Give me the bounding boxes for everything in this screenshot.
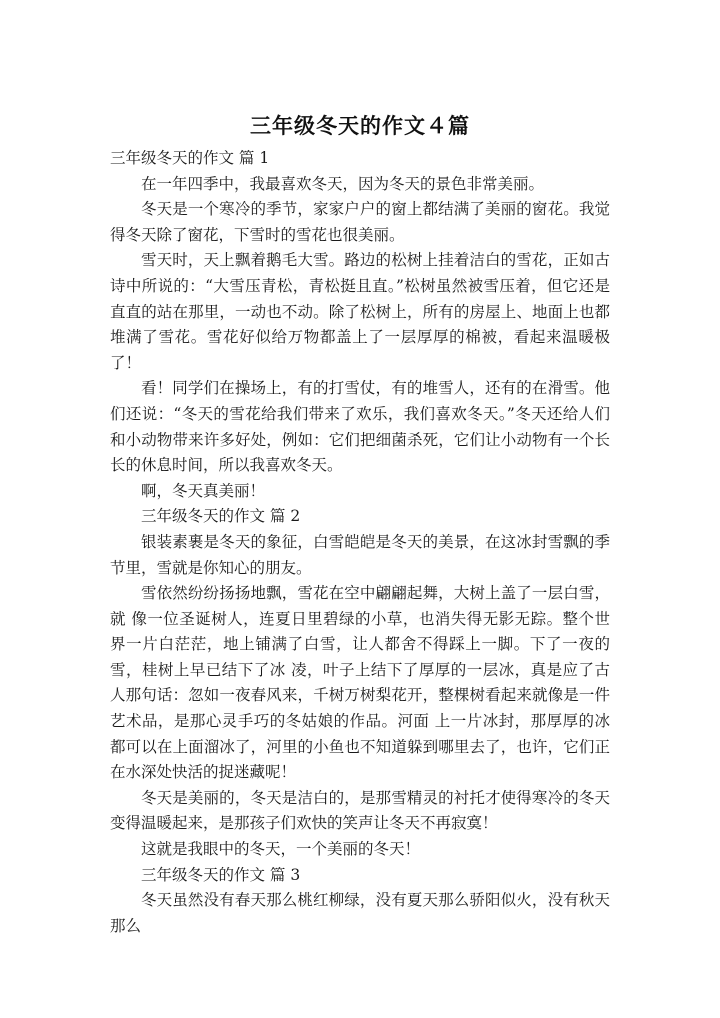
section-heading-1: 三年级冬天的作文 篇 1	[110, 149, 270, 167]
section-heading-2: 三年级冬天的作文 篇 2	[141, 507, 301, 526]
paragraph: 雪依然纷纷扬扬地飘，雪花在空中翩翩起舞，大树上盖了一层白雪，就 像一位圣诞树人，连夏日里碧绿的小草，也消失得无影无踪。整个世界一片白茫茫，地上铺满了白雪，让人都舍不得踩上一脚。下了一夜的雪，桂树上早已结下了冰 凌，叶子上结下了厚厚的一层冰，真是应了古人那句话：忽如一夜春风来，千树万树梨花开，整棵树看起来就像是一件艺术品，是那心灵手巧的冬姑娘的作品。河面 上一片冰封，那厚厚的冰都可以在上面溜冰了，河里的小鱼也不知道躲到哪里去了，也许，它们正在水深处快活的捉迷藏呢！	[110, 584, 610, 782]
paragraph: 在一年四季中，我最喜欢冬天，因为冬天的景色非常美丽。	[141, 174, 545, 193]
paragraph: 雪天时，天上飘着鹅毛大雪。路边的松树上挂着洁白的雪花，正如古诗中所说的：“大雪压青松，青松挺且直。”松树虽然被雪压着，但它还是直直的站在那里，一动也不动。除了松树上，所有的房屋上、地面上也都堆满了雪花。雪花好似给万物都盖上了一层厚厚的棉被，看起来温暖极了！	[110, 251, 610, 372]
document-title: 三年级冬天的作文４篇	[250, 114, 470, 138]
paragraph: 这就是我眼中的冬天，一个美丽的冬天！	[141, 840, 421, 859]
paragraph: 啊，冬天真美丽！	[141, 481, 266, 500]
paragraph: 银装素裹是冬天的象征，白雪皑皑是冬天的美景，在这冰封雪飘的季节里，雪就是你知心的朋友。	[110, 532, 610, 577]
paragraph: 看！同学们在操场上，有的打雪仗，有的堆雪人，还有的在滑雪。他们还说：“冬天的雪花给我们带来了欢乐，我们喜欢冬天。”冬天还给人们和小动物带来许多好处，例如：它们把细菌杀死，它们让小动物有一个长长的休息时间，所以我喜欢冬天。	[110, 379, 610, 475]
paragraph: 冬天虽然没有春天那么桃红柳绿，没有夏天那么骄阳似火，没有秋天那么	[110, 891, 610, 935]
document-body	[110, 146, 610, 939]
paragraph: 冬天是美丽的，冬天是洁白的，是那雪精灵的衬托才使得寒冷的冬天变得温暖起来，是那孩子们欢快的笑声让冬天不再寂寞！	[110, 788, 610, 833]
section-heading-3: 三年级冬天的作文 篇 3	[141, 865, 301, 884]
paragraph: 冬天是一个寒冷的季节，家家户户的窗上都结满了美丽的窗花。我觉得冬天除了窗花，下雪时的雪花也很美丽。	[110, 200, 610, 244]
